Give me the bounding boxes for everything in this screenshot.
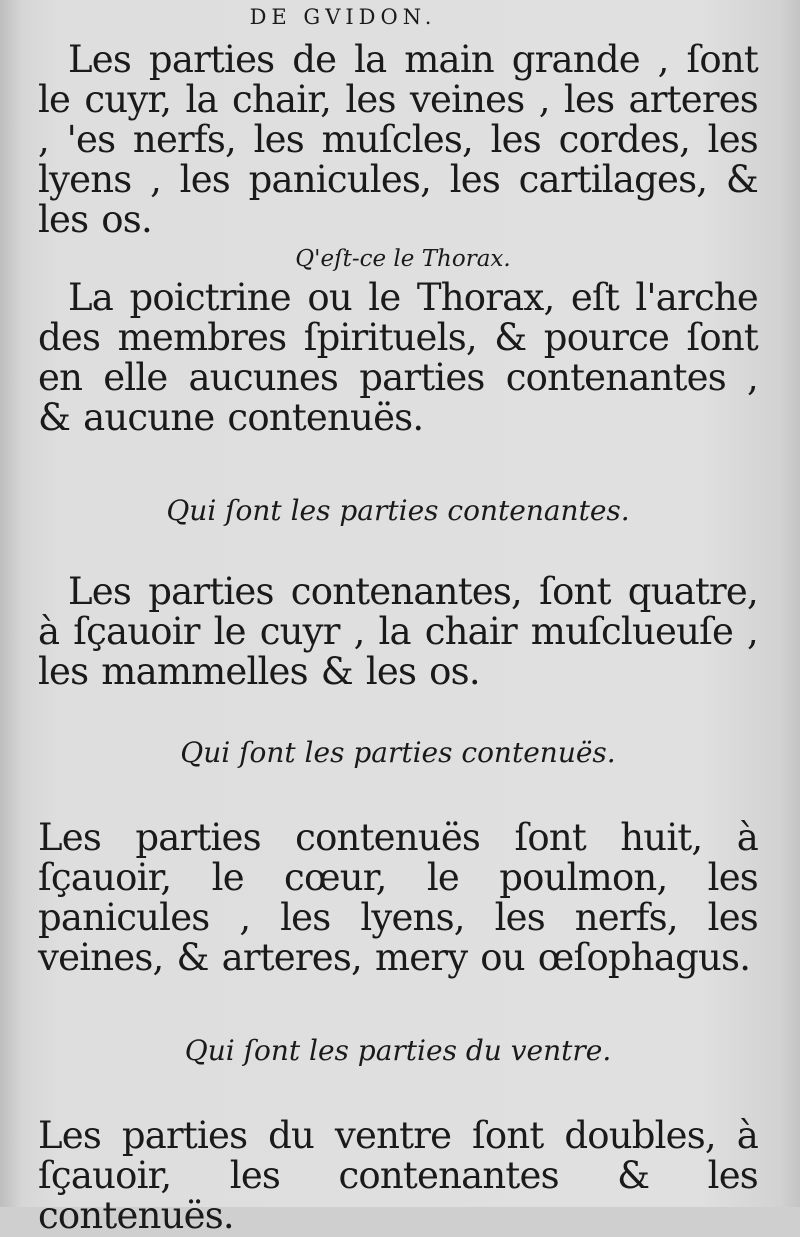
paragraph-thorax: La poictrine ou le Thorax, eſt l'arche des membres ſpirituels, & pource ſont en elle aucunes parties contenantes , & aucune contenuës. — [38, 276, 758, 439]
paragraph-main-grande: Les parties de la main grande , ſont le cuyr, la chair, les veines , les arteres , 'es nerfs, les muſcles, les cordes, les lyens , les panicules, les cartilages, & les os. — [38, 38, 758, 241]
heading-parties-ventre: Qui ſont les parties du ventre. — [184, 1034, 612, 1067]
paragraph-contenues: Les parties contenuës ſont huit, à ſçauoir, le cœur, le poulmon, les panicules , les lyens, les nerfs, les veines, & arteres, mery ou œſophagus. — [38, 816, 758, 979]
heading-parties-contenantes: Qui ſont les parties contenantes. — [166, 494, 630, 527]
paragraph-contenantes: Les parties contenantes, ſont quatre, à ſçauoir le cuyr , la chair muſclueuſe , les mammelles & les os. — [38, 570, 758, 693]
heading-thorax: Q'eſt-ce le Thorax. — [295, 246, 511, 272]
paragraph-ventre: Les parties du ventre ſont doubles, à ſçauoir, les contenantes & les contenuës. — [38, 1114, 758, 1237]
heading-parties-contenues: Qui ſont les parties contenuës. — [180, 736, 616, 769]
running-head: DE GVIDON. — [249, 5, 437, 29]
